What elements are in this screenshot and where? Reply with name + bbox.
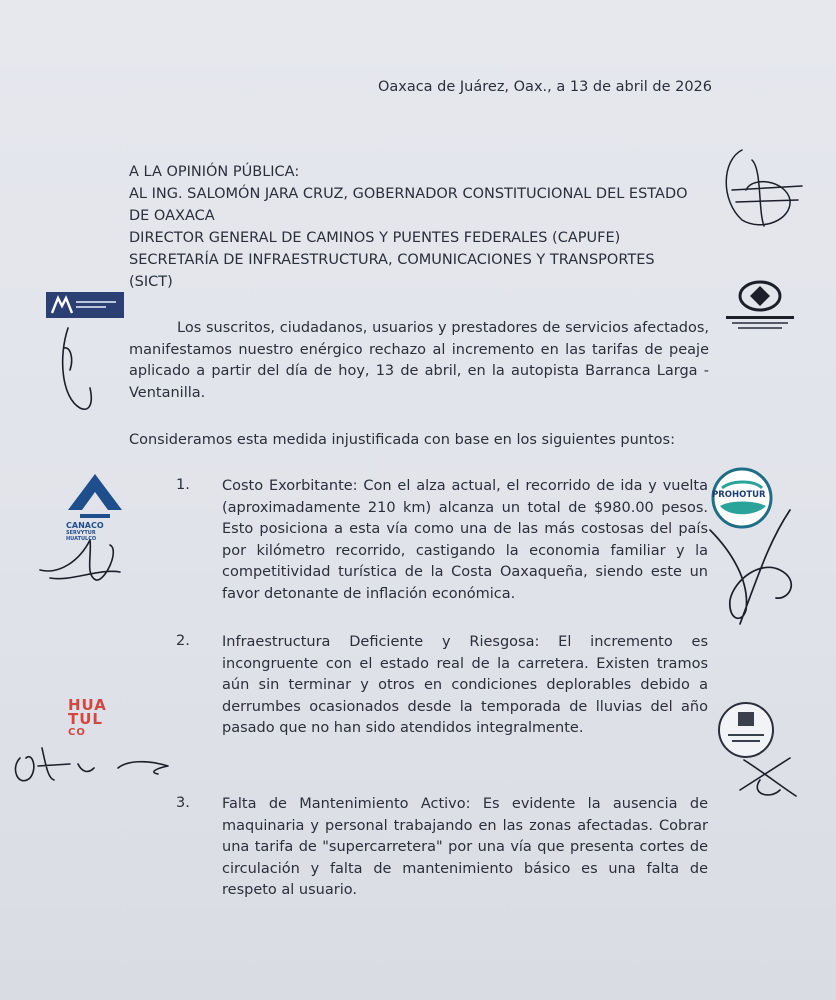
point-number: 1.: [176, 477, 190, 493]
addressee-line: SECRETARÍA DE INFRAESTRUCTURA, COMUNICACIONES Y TRANSPORTES: [129, 252, 655, 268]
letter-date: Oaxaca de Juárez, Oax., a 13 de abril de 2026: [377, 79, 712, 95]
signature-icon: [8, 738, 178, 794]
huatulco-line: TUL: [68, 710, 103, 728]
addressee-block: [129, 161, 688, 293]
intro-text: Los suscritos, ciudadanos, usuarios y prestadores de servicios afectados, manifestamos nuestro enérgico rechazo al incremento en las tarifas de peaje aplicado a partir del día de hoy, 13 de abril, en la autopista Barranca Larga - Ventanilla.: [129, 320, 709, 401]
association-seal-icon: [722, 278, 798, 336]
addressee-line: A LA OPINIÓN PÚBLICA:: [129, 164, 300, 180]
canaco-name: CANACO: [66, 521, 104, 530]
point-text: Falta de Mantenimiento Activo: Es evidente la ausencia de maquinaria y personal trabajando en las zonas afectadas. Cobrar una tarifa de "supercarretera" por una vía que presenta cortes de circulación y falta de mantenimiento básico es una falta de respeto al usuario.: [222, 796, 708, 898]
signature-icon: [30, 520, 130, 590]
addressee-line: DE OAXACA: [129, 208, 215, 224]
huatulco-line: CO: [68, 727, 86, 738]
consider-line: Consideramos esta medida injustificada con base en los siguientes puntos:: [129, 432, 675, 448]
point-text: Infraestructura Deficiente y Riesgosa: El incremento es incongruente con el estado real de la carretera. Existen tramos aún sin terminar y otros en condiciones deplorables debido a derrumbes ocasionados desde la temporada de lluvias del año pasado que no han sido atendidos integralmente.: [222, 634, 708, 736]
addressee-line: AL ING. SALOMÓN JARA CRUZ, GOBERNADOR CONSTITUCIONAL DEL ESTADO: [129, 186, 688, 202]
addressee-line: (SICT): [129, 274, 173, 290]
point-number: 3.: [176, 795, 190, 811]
addressee-line: DIRECTOR GENERAL DE CAMINOS Y PUENTES FEDERALES (CAPUFE): [129, 230, 621, 246]
signature-icon: [50, 318, 130, 418]
huatulco-line: HUA: [68, 696, 107, 714]
canaco-subtitle: SERVYTUR HUATULCO: [66, 530, 97, 542]
prohotur-logo-text: PROHOTUR: [712, 490, 766, 500]
point-number: 2.: [176, 633, 190, 649]
intro-paragraph: [129, 318, 709, 404]
signature-icon: [730, 750, 810, 806]
signature-icon: [690, 500, 820, 630]
signature-icon: [712, 140, 812, 240]
point-text: Costo Exorbitante: Con el alza actual, el recorrido de ida y vuelta (aproximadamente 210 km) alcanza un total de $980.00 pesos. Esto posiciona a esta vía como una de las más costosas del país por kilómetro recorrido, castigando la economia familiar y la competitividad turística de la Costa Oaxaqueña, siendo este un favor detonante de inflación económica.: [222, 478, 708, 602]
huatulco-logo: [68, 698, 107, 740]
